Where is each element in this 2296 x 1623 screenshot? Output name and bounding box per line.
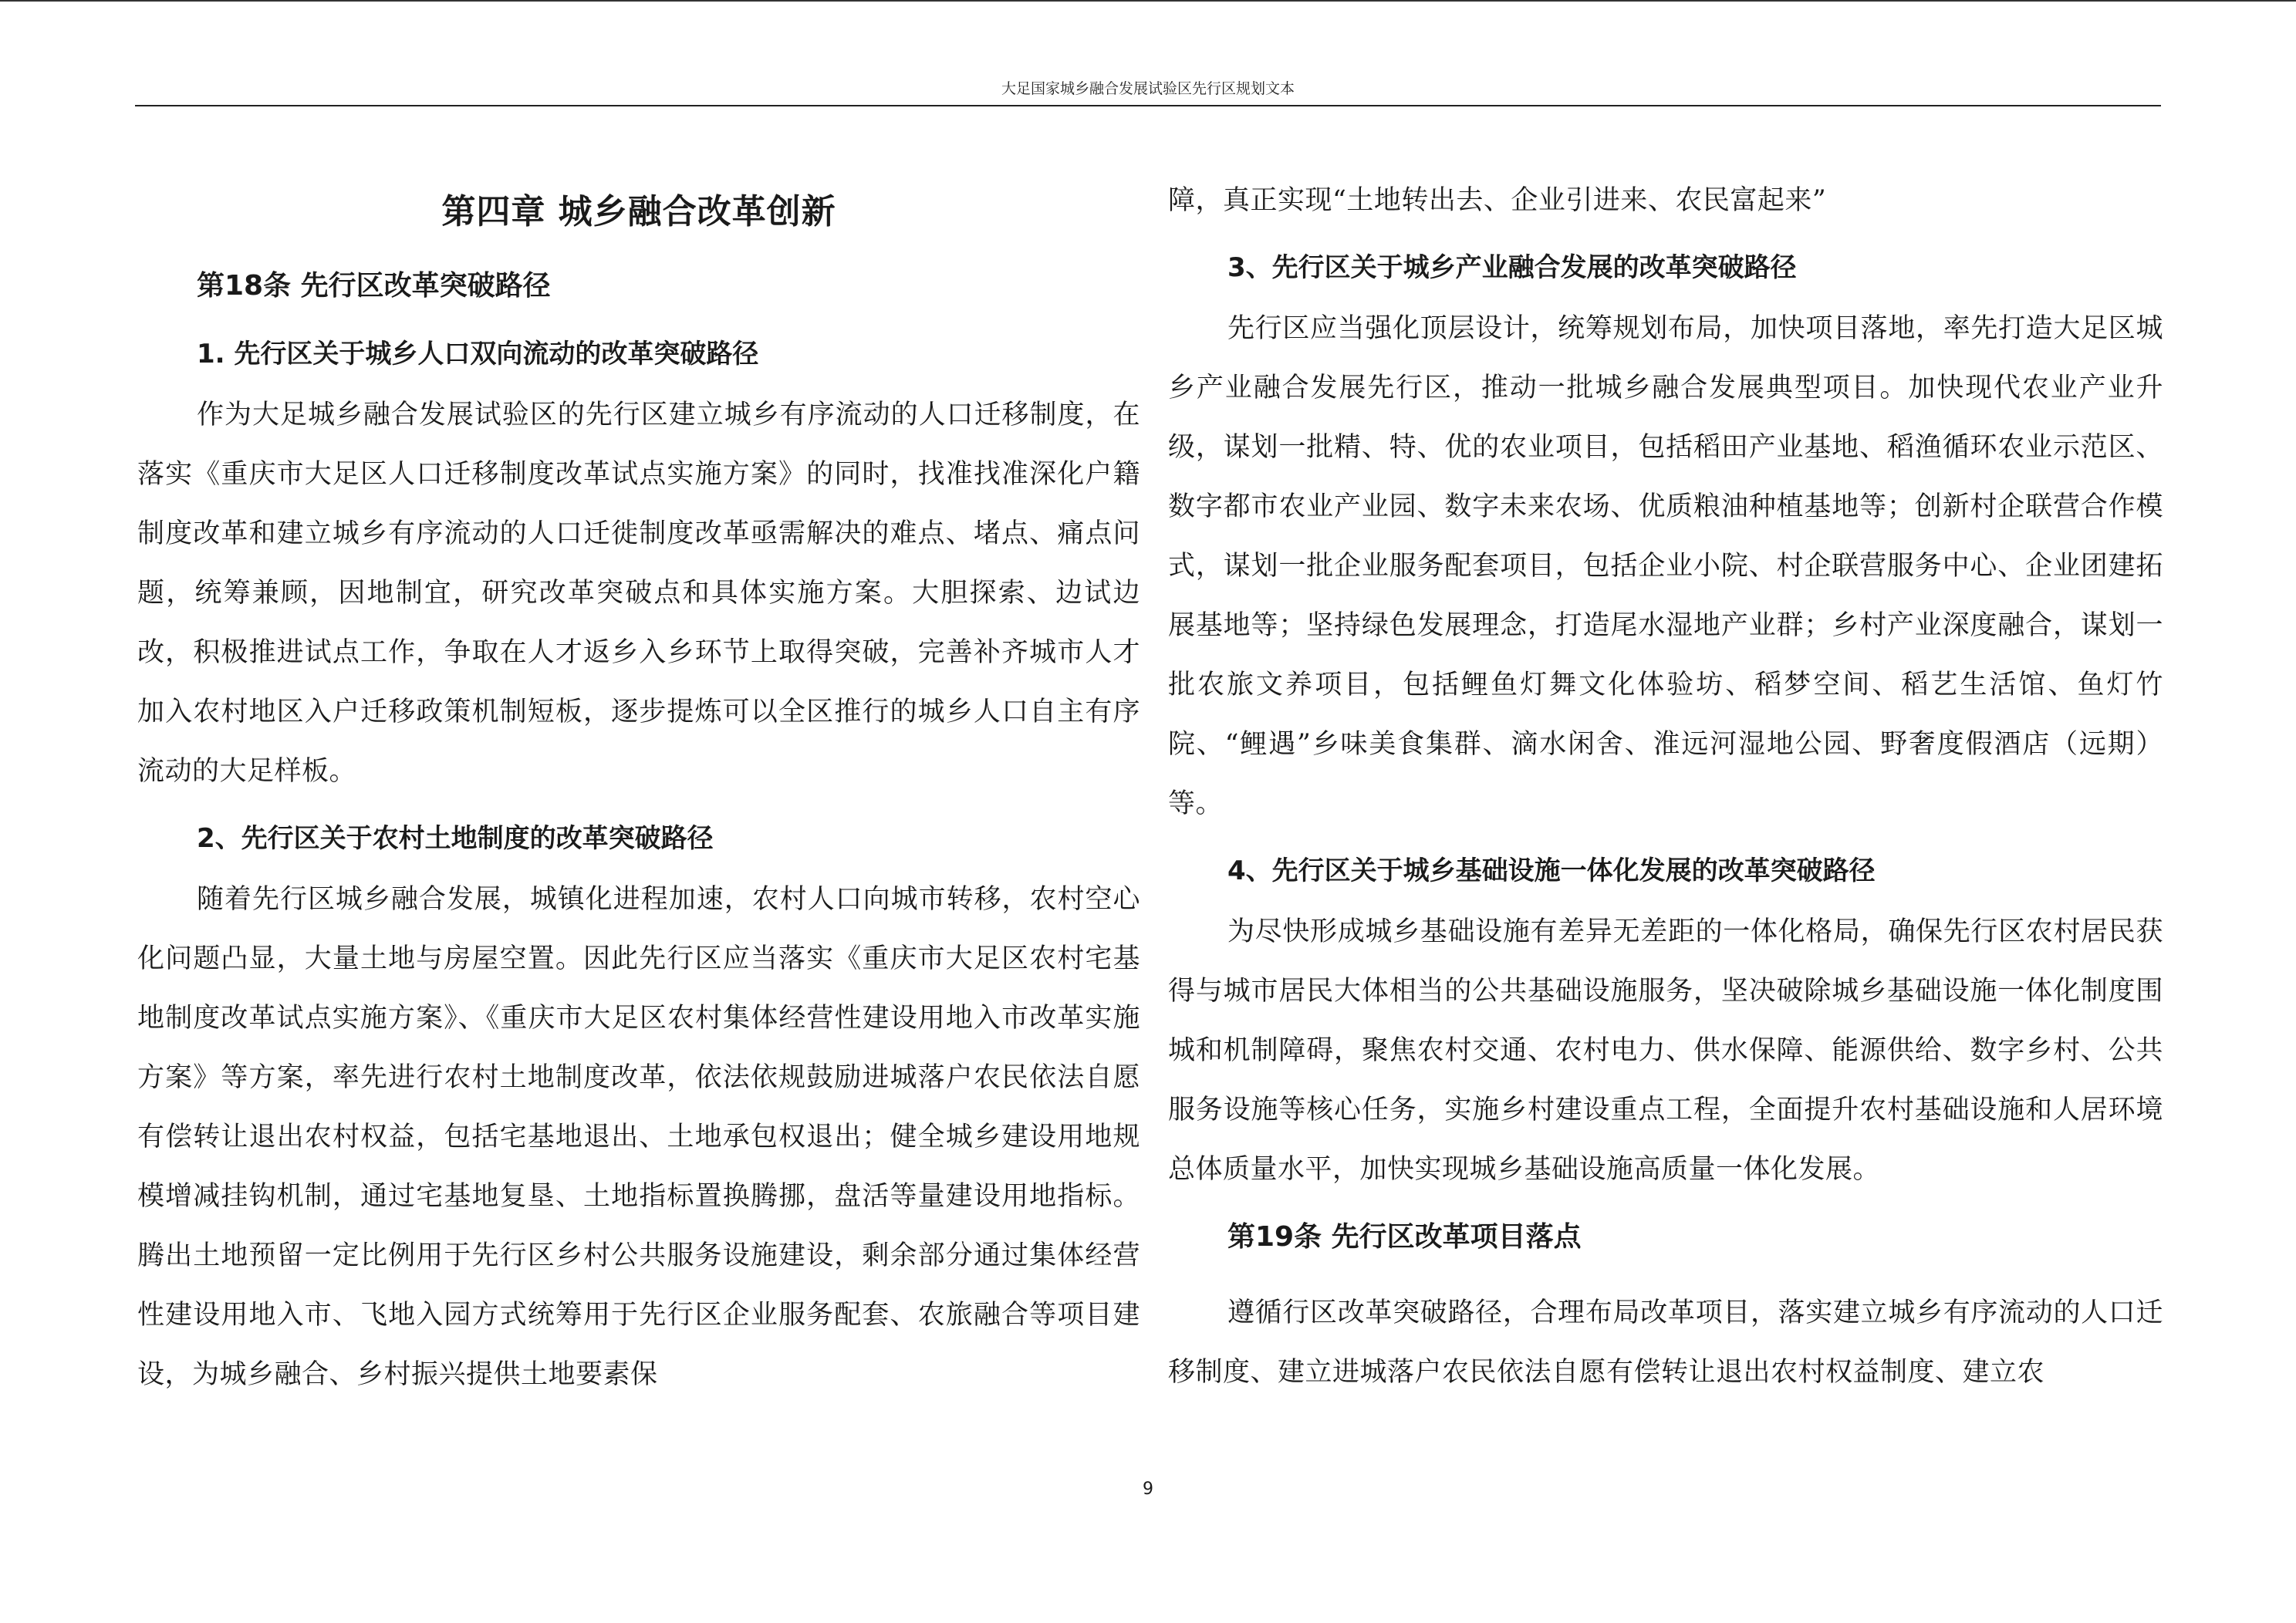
header-rule xyxy=(135,105,2161,106)
page-number: 9 xyxy=(1143,1480,1153,1499)
right-column xyxy=(1168,171,2163,1418)
running-header: 大足国家城乡融合发展试验区先行区规划文本 xyxy=(1001,80,1295,97)
section-3-title: 3、先行区关于城乡产业融合发展的改革突破路径 xyxy=(1227,252,1797,283)
article-19-paragraph: 遵循行区改革突破路径，合理布局改革项目，落实建立城乡有序流动的人口迁移制度、建立进城落户农民依法自愿有偿转让退出农村权益制度、建立农 xyxy=(1168,1297,2163,1388)
section-2-continued: 障，真正实现“土地转出去、企业引进来、农民富起来” xyxy=(1168,185,1827,216)
section-4-paragraph: 为尽快形成城乡基础设施有差异无差距的一体化格局，确保先行区农村居民获得与城市居民大体相当的公共基础设施服务，坚决破除城乡基础设施一体化制度围城和机制障碍，聚焦农村交通、农村电力、供水保障、能源供给、数字乡村、公共服务设施等核心任务，实施乡村建设重点工程，全面提升农村基础设施和人居环境总体质量水平，加快实现城乡基础设施高质量一体化发展。 xyxy=(1168,916,2163,1185)
left-column xyxy=(137,162,1140,1420)
section-4-title: 4、先行区关于城乡基础设施一体化发展的改革突破路径 xyxy=(1227,855,1876,886)
article-18-title: 第18条 先行区改革突破路径 xyxy=(197,270,551,302)
section-2-title: 2、先行区关于农村土地制度的改革突破路径 xyxy=(197,823,714,854)
section-2-paragraph: 随着先行区城乡融合发展，城镇化进程加速，农村人口向城市转移，农村空心化问题凸显，大量土地与房屋空置。因此先行区应当落实《重庆市大足区农村宅基地制度改革试点实施方案》、《重庆市大足区农村集体经营性建设用地入市改革实施方案》等方案，率先进行农村土地制度改革，依法依规鼓励进城落户农民依法自愿有偿转让退出农村权益，包括宅基地退出、土地承包权退出；健全城乡建设用地规模增减挂钩机制，通过宅基地复垦、土地指标置换腾挪，盘活等量建设用地指标。腾出土地预留一定比例用于先行区乡村公共服务设施建设，剩余部分通过集体经营性建设用地入市、飞地入园方式统筹用于先行区企业服务配套、农旅融合等项目建设，为城乡融合、乡村振兴提供土地要素保 xyxy=(137,884,1140,1390)
section-3-paragraph: 先行区应当强化顶层设计，统筹规划布局，加快项目落地，率先打造大足区城乡产业融合发展先行区，推动一批城乡融合发展典型项目。加快现代农业产业升级，谋划一批精、特、优的农业项目，包括稻田产业基地、稻渔循环农业示范区、数字都市农业产业园、数字未来农场、优质粮油种植基地等；创新村企联营合作模式，谋划一批企业服务配套项目，包括企业小院、村企联营服务中心、企业团建拓展基地等；坚持绿色发展理念，打造尾水湿地产业群；乡村产业深度融合，谋划一批农旅文养项目，包括鲤鱼灯舞文化体验坊、稻梦空间、稻艺生活馆、鱼灯竹院、“鲤遇”乡味美食集群、滴水闲舍、淮远河湿地公园、野奢度假酒店（远期）等。 xyxy=(1168,313,2163,819)
article-19-title: 第19条 先行区改革项目落点 xyxy=(1227,1221,1582,1253)
page-top-border xyxy=(0,0,2296,2)
section-1-title: 1. 先行区关于城乡人口双向流动的改革突破路径 xyxy=(197,339,759,369)
chapter-title: 第四章 城乡融合改革创新 xyxy=(441,192,836,231)
section-1-paragraph: 作为大足城乡融合发展试验区的先行区建立城乡有序流动的人口迁移制度，在落实《重庆市大足区人口迁移制度改革试点实施方案》的同时，找准找准深化户籍制度改革和建立城乡有序流动的人口迁徙制度改革亟需解决的难点、堵点、痛点问题，统筹兼顾，因地制宜，研究改革突破点和具体实施方案。大胆探索、边试边改，积极推进试点工作，争取在人才返乡入乡环节上取得突破，完善补齐城市人才加入农村地区入户迁移政策机制短板，逐步提炼可以全区推行的城乡人口自主有序流动的大足样板。 xyxy=(137,400,1140,787)
